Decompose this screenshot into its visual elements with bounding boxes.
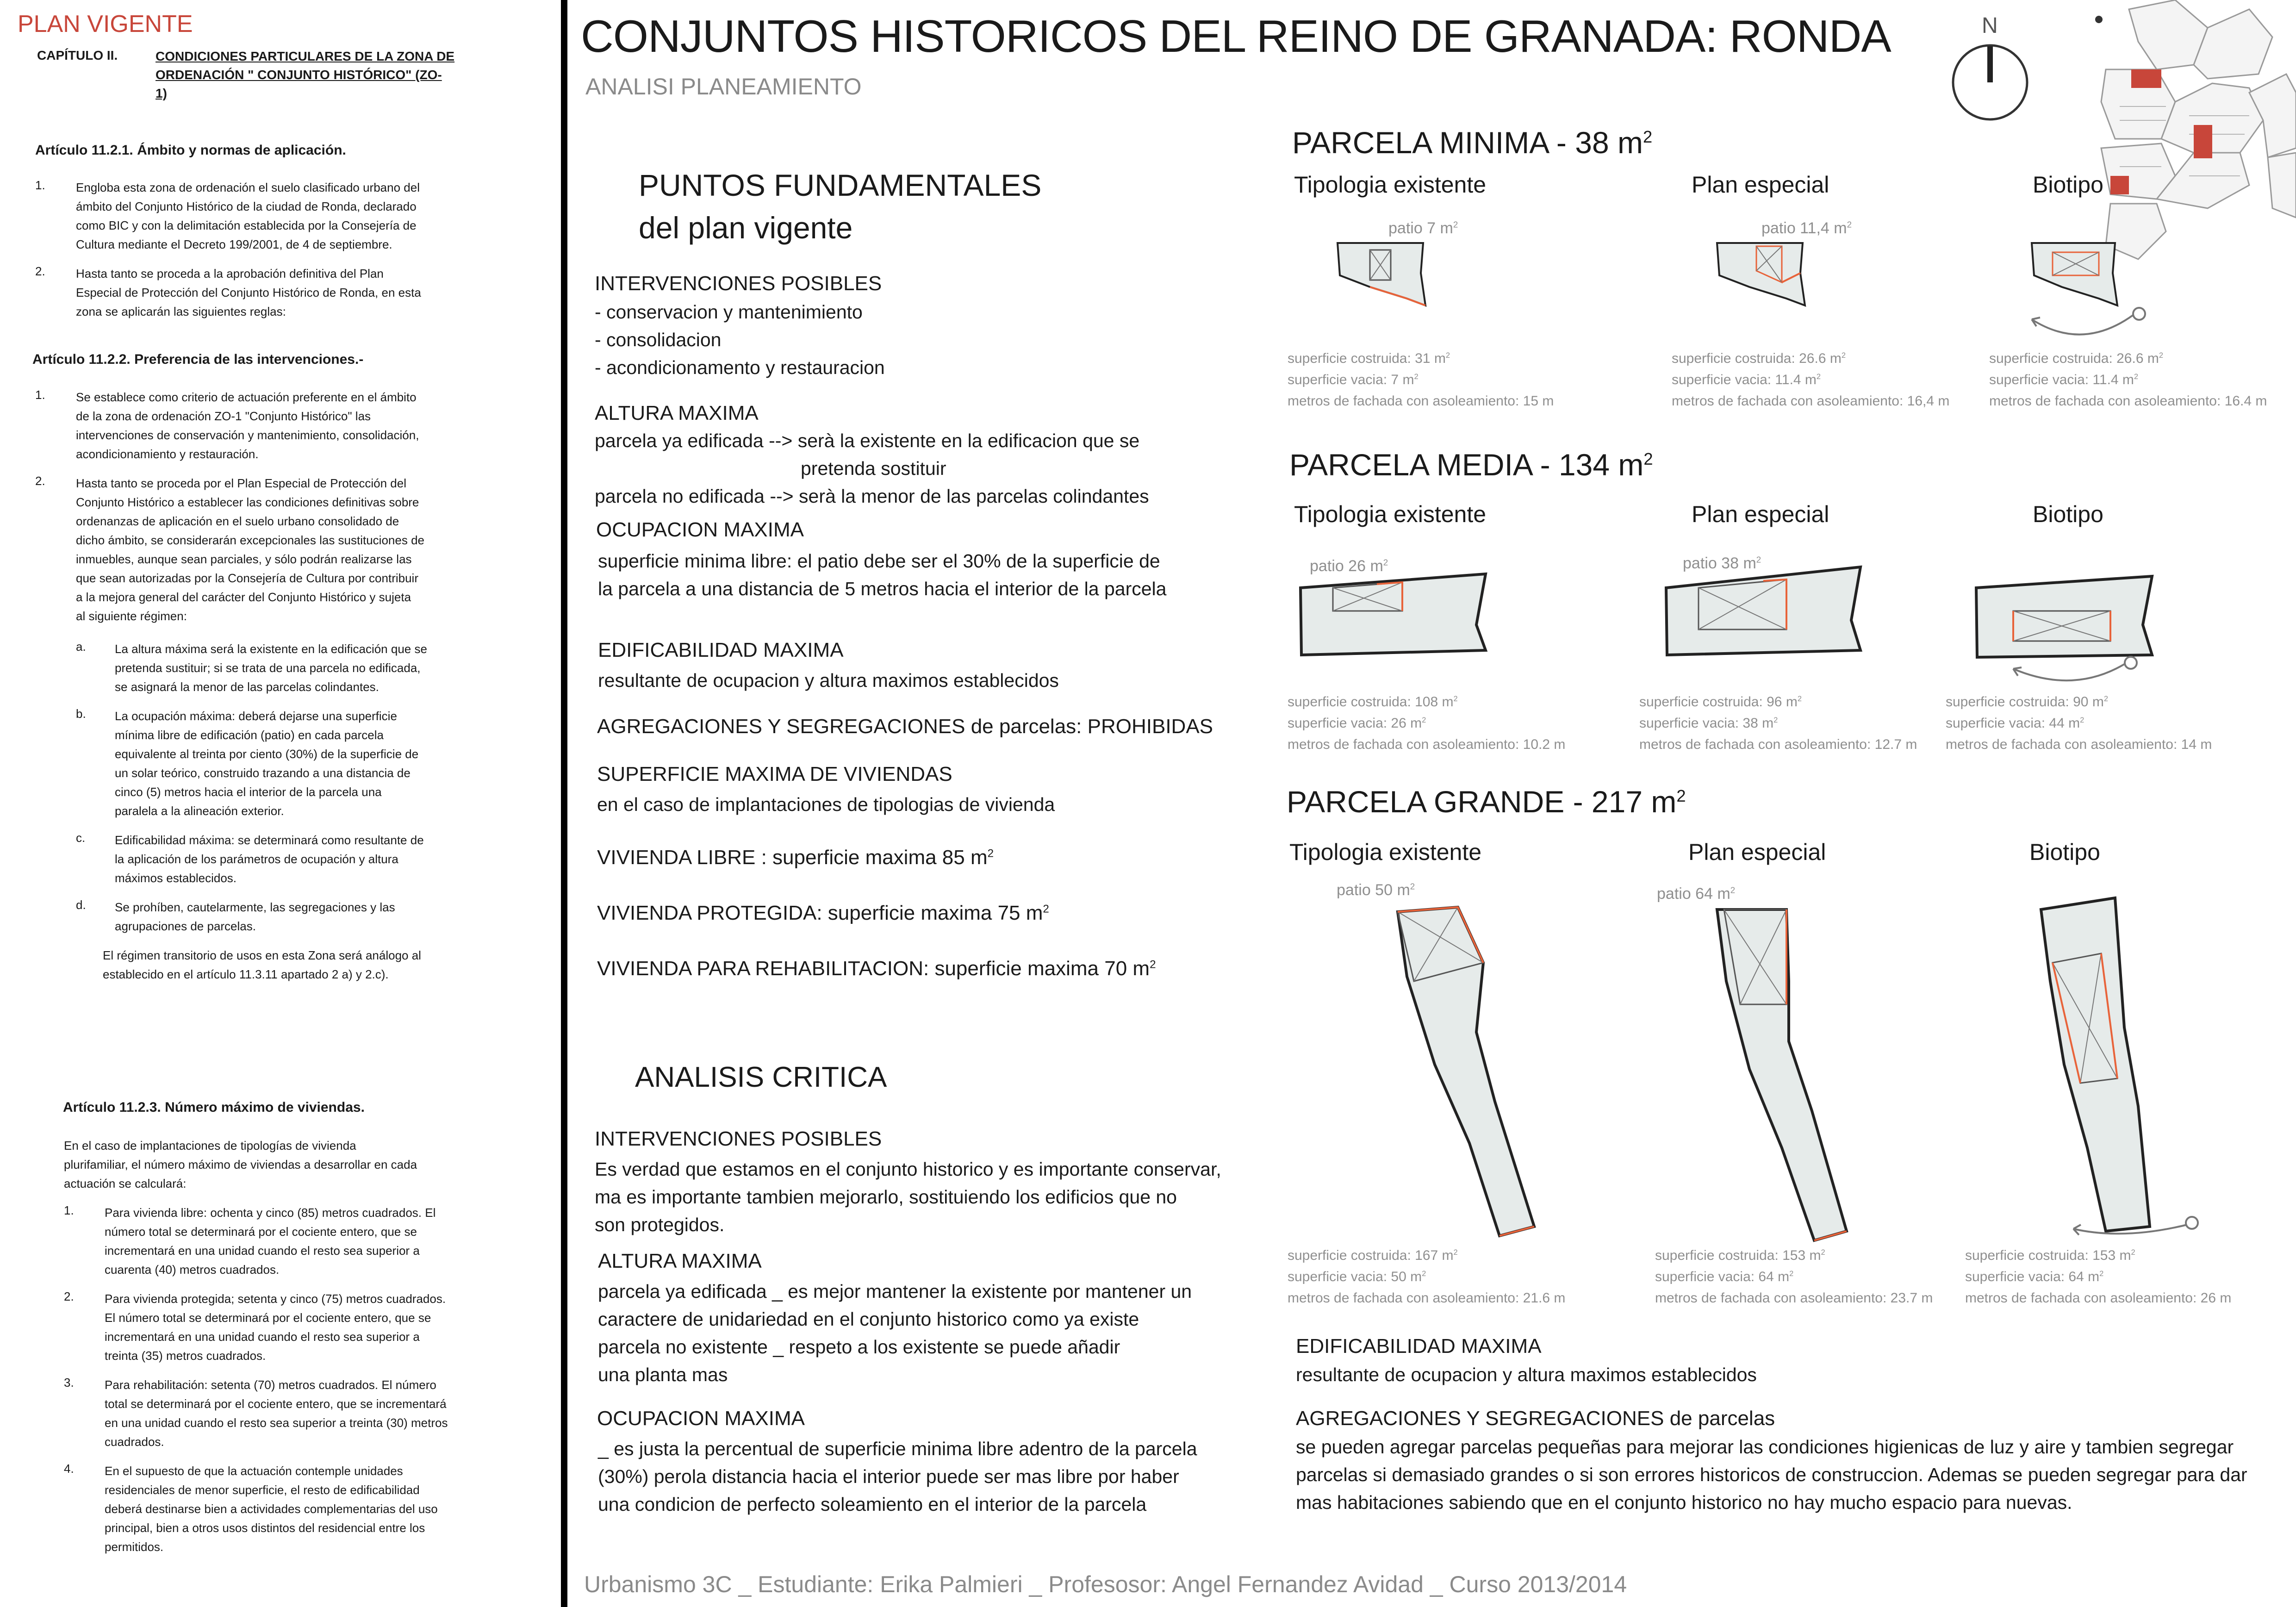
article-item-text: Se prohíben, cautelarmente, las segregaciones y las agrupaciones de parcelas. bbox=[115, 900, 395, 933]
puntos-altura-text: parcela ya edificada --> serà la existente en la edificacion que se pretenda sostituir parcela no edificada --> serà la menor de las parcelas colindantes bbox=[595, 430, 1149, 507]
article-item bbox=[35, 640, 500, 697]
grande-existente-parcel-icon bbox=[1388, 884, 1541, 1236]
grande-patio-existente: patio 50 $m^2$ bbox=[1337, 881, 1415, 899]
grande-biotipo-stats: superficie costruida: 153 $m^2$ superficie vacia: 64 $m^2$ metros de fachada con asoleamiento: 26 m bbox=[1965, 1248, 2232, 1306]
media-plan-stats: superficie costruida: 96 $m^2$ superficie vacia: 38 $m^2$ metros de fachada con asoleamiento: 12.7 m bbox=[1639, 694, 1917, 752]
media-col-existente: Tipologia existente bbox=[1294, 501, 1487, 527]
article-item-text: Para rehabilitación: setenta (70) metros cuadrados. El número total se determinará por el cociente entero, que se incrementará en una unidad cuando el resto sea superior a treinta (30) metros cuadrados. bbox=[105, 1378, 448, 1449]
article-11-2-1-heading: Artículo 11.2.1. Ámbito y normas de aplicación. bbox=[35, 143, 346, 158]
puntos-agregaciones-text: AGREGACIONES Y SEGREGACIONES de parcelas: PROHIBIDAS bbox=[597, 715, 1213, 738]
article-item-number: 1. bbox=[64, 1203, 74, 1217]
minima-col-plan: Plan especial bbox=[1692, 172, 1829, 198]
article-item-text: Hasta tanto se proceda a la aprobación definitiva del Plan Especial de Protección del Conjunto Histórico de Ronda, en esta zona se aplicarán las siguientes reglas: bbox=[76, 267, 421, 318]
vivienda-protegida-text: VIVIENDA PROTEGIDA: superficie maxima 75 $m^2$ bbox=[597, 902, 1049, 924]
critica-agregaciones-title: AGREGACIONES Y SEGREGACIONES de parcelas bbox=[1296, 1407, 1775, 1430]
article-item-number: d. bbox=[76, 898, 86, 912]
puntos-subheading: del plan vigente bbox=[639, 211, 853, 245]
article-item bbox=[35, 178, 500, 254]
critica-ocupacion-text: _ es justa la percentual de superficie minima libre adentro de la parcela (30%) perola distancia hacia el interior puede ser mas libre por haber una condicion de perfecto soleamiento en el interior de la parcela bbox=[598, 1438, 1197, 1515]
article-item-number: 2. bbox=[35, 474, 45, 488]
vivienda-rehabilitacion-text: VIVIENDA PARA REHABILITACION: superficie maxima 70 $m^2$ bbox=[597, 957, 1156, 980]
puntos-intervenciones-list: - conservacion y mantenimiento - consolidacion - acondicionamento y restauracion bbox=[595, 301, 885, 378]
minima-biotipo-parcel-icon bbox=[2022, 231, 2143, 338]
puntos-ocupacion-text: superficie minima libre: el patio debe ser el 30% de la superficie de la parcela a una distancia de 5 metros hacia el interior de la parcela bbox=[598, 550, 1167, 599]
article-item bbox=[35, 388, 500, 464]
media-biotipo-parcel-icon bbox=[1967, 560, 2161, 699]
article-item-text: Para vivienda protegida; setenta y cinco (75) metros cuadrados. El número total se determinará por el cociente entero, que se incrementará en una unidad cuando el resto sea superior a treinta (35) metros cuadrados. bbox=[105, 1292, 446, 1363]
minima-patio-plan: patio 11,4 $m^2$ bbox=[1761, 219, 1852, 237]
article-item-number: c. bbox=[76, 831, 86, 845]
footer-credits: Urbanismo 3C _ Estudiante: Erika Palmieri _ Profesosor: Angel Fernandez Avidad _ Curso 2013/2014 bbox=[584, 1571, 1627, 1597]
article-item bbox=[35, 707, 500, 821]
parcela-media-title: PARCELA MEDIA - 134 $m^2$ bbox=[1289, 448, 1653, 482]
critica-altura-title: ALTURA MAXIMA bbox=[598, 1250, 762, 1272]
article-item bbox=[64, 1203, 515, 1279]
article-item-number: a. bbox=[76, 640, 86, 654]
critica-agregaciones-text: se pueden agregar parcelas pequeñas para mejorar las condiciones higienicas de luz y aire y tambien segregar parcelas si demasiado grandes o si son errores historicos de construccion. Ademas se pueden segregar para dar mas habitaciones sabiendo que en el conjunto historico no hay mucho espacio para nuevas. bbox=[1296, 1436, 2247, 1513]
chapter-label: CAPÍTULO II. bbox=[37, 48, 118, 62]
puntos-heading: PUNTOS FUNDAMENTALES bbox=[639, 168, 1042, 202]
grande-col-plan: Plan especial bbox=[1688, 839, 1826, 865]
article-item-number: 1. bbox=[35, 178, 45, 192]
article-item bbox=[35, 264, 500, 321]
article-11-2-3-heading: Artículo 11.2.3. Número máximo de viviendas. bbox=[63, 1100, 365, 1115]
article-item bbox=[64, 1289, 515, 1365]
vertical-divider bbox=[561, 0, 567, 1607]
minima-col-biotipo: Biotipo bbox=[2033, 172, 2103, 198]
puntos-edificabilidad-text: resultante de ocupacion y altura maximos establecidos bbox=[598, 670, 1059, 691]
puntos-intervenciones-title: INTERVENCIONES POSIBLES bbox=[595, 272, 882, 295]
grande-col-existente: Tipologia existente bbox=[1289, 839, 1482, 865]
minima-patio-existente: patio 7 $m^2$ bbox=[1388, 219, 1458, 237]
article-item-number: 2. bbox=[35, 264, 45, 278]
grande-plan-parcel-icon bbox=[1708, 889, 1865, 1240]
article-item-text: Engloba esta zona de ordenación el suelo clasificado urbano del ámbito del Conjunto Histórico de la ciudad de Ronda, declarado como BIC y con la delimitación establecida por la Consejería de Cultura mediante el Decreto 199/2001, de 4 de septiembre. bbox=[76, 181, 420, 251]
media-existente-stats: superficie costruida: 108 $m^2$ superficie vacia: 26 $m^2$ metros de fachada con asoleamiento: 10.2 m bbox=[1288, 694, 1566, 752]
plan-vigente-title: PLAN VIGENTE bbox=[18, 11, 193, 37]
minima-plan-parcel-icon bbox=[1712, 231, 1814, 315]
article-item-number: b. bbox=[76, 707, 86, 721]
media-patio-existente: patio 26 $m^2$ bbox=[1310, 557, 1388, 575]
article-item-text: La altura máxima será la existente en la edificación que se pretenda sustituir; si se trata de una parcela no edificada, se asignará la menor de las parcelas colindantes. bbox=[115, 642, 427, 694]
article-item bbox=[35, 474, 500, 626]
north-arrow-icon bbox=[1948, 41, 2032, 124]
grande-col-biotipo: Biotipo bbox=[2029, 839, 2100, 865]
minima-col-existente: Tipologia existente bbox=[1294, 172, 1487, 198]
puntos-ocupacion-title: OCUPACION MAXIMA bbox=[596, 518, 804, 541]
article-11-2-2-heading: Artículo 11.2.2. Preferencia de las intervenciones.- bbox=[32, 352, 364, 367]
article-11-2-1-body bbox=[35, 178, 500, 331]
north-label: N bbox=[1982, 13, 1998, 38]
article-item-number: 3. bbox=[64, 1376, 74, 1389]
article-item bbox=[64, 1376, 515, 1451]
media-plan-parcel-icon bbox=[1657, 560, 1870, 666]
article-item-number: 4. bbox=[64, 1462, 74, 1476]
article-11-2-3-body bbox=[64, 1136, 515, 1567]
article-item bbox=[35, 831, 500, 888]
media-col-biotipo: Biotipo bbox=[2033, 501, 2103, 527]
article-item-text: Edificabilidad máxima: se determinará como resultante de la aplicación de los parámetros de ocupación y altura máximos establecidos. bbox=[115, 833, 424, 885]
minima-plan-stats: superficie costruida: 26.6 $m^2$ superficie vacia: 11.4 $m^2$ metros de fachada con asoleamiento: 16,4 m bbox=[1672, 351, 1950, 409]
article-11-2-2-body bbox=[35, 388, 500, 994]
media-biotipo-stats: superficie costruida: 90 $m^2$ superficie vacia: 44 $m^2$ metros de fachada con asoleamiento: 14 m bbox=[1946, 694, 2212, 752]
critica-heading: ANALISIS CRITICA bbox=[635, 1061, 887, 1093]
article-paragraph: En el caso de implantaciones de tipologías de vivienda plurifamiliar, el número máximo de viviendas a desarrollar en cada actuación se calculará: bbox=[64, 1139, 417, 1190]
critica-ocupacion-title: OCUPACION MAXIMA bbox=[597, 1407, 805, 1430]
article-item-text: En el supuesto de que la actuación contemple unidades residenciales de menor superficie, el resto de edificabilidad deberá destinarse bien a actividades complementarias del uso principal, bien a otros usos distintos del residencial entre los permitidos. bbox=[105, 1464, 438, 1554]
article-item-text: Para vivienda libre: ochenta y cinco (85) metros cuadrados. El número total se determinará por el cociente entero, que se incrementará en una unidad cuando el resto sea superior a cuarenta (40) metros cuadrados. bbox=[105, 1206, 436, 1277]
parcela-minima-title: PARCELA MINIMA - 38 $m^2$ bbox=[1292, 125, 1653, 160]
article-item-text: Se establece como criterio de actuación preferente en el ámbito de la zona de ordenación ZO-1 "Conjunto Histórico" las intervenciones de conservación y mantenimiento, consolidación, acondicionamiento y restauración. bbox=[76, 390, 419, 461]
page-title: CONJUNTOS HISTORICOS DEL REINO DE GRANADA: RONDA bbox=[581, 11, 1891, 62]
puntos-altura-title: ALTURA MAXIMA bbox=[595, 402, 759, 424]
critica-intervenciones-title: INTERVENCIONES POSIBLES bbox=[595, 1127, 882, 1150]
grande-plan-stats: superficie costruida: 153 $m^2$ superficie vacia: 64 $m^2$ metros de fachada con asoleamiento: 23.7 m bbox=[1655, 1248, 1933, 1306]
critica-altura-text: parcela ya edificada _ es mejor mantener la existente por mantener un caractere de unidariedad en el conjunto historico como ya existe parcela no existente _ respeto a los existente se puede añadir una planta mas bbox=[598, 1281, 1192, 1385]
minima-existente-stats: superficie costruida: 31 $m^2$ superficie vacia: 7 $m^2$ metros de fachada con asoleamiento: 15 m bbox=[1288, 351, 1554, 409]
grande-biotipo-parcel-icon bbox=[2032, 889, 2198, 1259]
minima-biotipo-stats: superficie costruida: 26.6 $m^2$ superficie vacia: 11.4 $m^2$ metros de fachada con asoleamiento: 16.4 m bbox=[1989, 351, 2267, 409]
article-item-text: La ocupación máxima: deberá dejarse una superficie mínima libre de edificación (patio) en cada parcela equivalente al treinta por ciento (30%) de la superficie de un solar teórico, construido trazando a una distancia de cinco (5) metros hacia el interior de la parcela una paralela a la alineación exterior. bbox=[115, 709, 419, 818]
article-item bbox=[35, 898, 500, 936]
article-subitems bbox=[35, 640, 500, 936]
article-item bbox=[64, 1462, 515, 1557]
puntos-superficie-title: SUPERFICIE MAXIMA DE VIVIENDAS bbox=[597, 763, 952, 785]
media-existente-parcel-icon bbox=[1291, 560, 1495, 666]
media-col-plan: Plan especial bbox=[1692, 501, 1829, 527]
minima-existente-parcel-icon bbox=[1333, 231, 1435, 315]
parcela-grande-title: PARCELA GRANDE - 217 $m^2$ bbox=[1287, 785, 1686, 819]
critica-intervenciones-text: Es verdad que estamos en el conjunto historico y es importante conservar, ma es importante tambien mejorarlo, sostituiendo los edificios que no son protegidos. bbox=[595, 1159, 1221, 1235]
article-item-number: 2. bbox=[64, 1289, 74, 1303]
article-item-number: 1. bbox=[35, 388, 45, 402]
critica-edificabilidad-title: EDIFICABILIDAD MAXIMA bbox=[1296, 1335, 1542, 1358]
media-patio-plan: patio 38 $m^2$ bbox=[1683, 554, 1761, 572]
vivienda-libre-text: VIVIENDA LIBRE : superficie maxima 85 $m^2$ bbox=[597, 846, 994, 869]
plan-vigente-column bbox=[0, 0, 555, 1607]
article-item-text: Hasta tanto se proceda por el Plan Especial de Protección del Conjunto Histórico a establecer las condiciones definitivas sobre ordenanzas de aplicación en el suelo urbano consolidado de dicho ámbito, se considerarán excepcionales las sustituciones de inmuebles, aunque sean parciales, y sólo podrán realizarse las que sean autorizadas por la Consejería de Cultura por contribuir a la mejora general del carácter del Conjunto Histórico y sujeta al siguiente régimen: bbox=[76, 476, 424, 623]
puntos-edificabilidad-title: EDIFICABILIDAD MAXIMA bbox=[598, 639, 844, 661]
critica-edificabilidad-text: resultante de ocupacion y altura maximos establecidos bbox=[1296, 1364, 1757, 1385]
chapter-title: CONDICIONES PARTICULARES DE LA ZONA DE ORDENACIÓN " CONJUNTO HISTÓRICO" (ZO- 1) bbox=[156, 49, 455, 100]
puntos-superficie-text: en el caso de implantaciones de tipologias de vivienda bbox=[597, 794, 1055, 815]
article-paragraph: El régimen transitorio de usos en esta Zona será análogo al establecido en el artículo 11.3.11 apartado 2 a) y 2.c). bbox=[103, 948, 421, 981]
page-subtitle: ANALISI PLANEAMIENTO bbox=[585, 74, 862, 100]
grande-existente-stats: superficie costruida: 167 $m^2$ superficie vacia: 50 $m^2$ metros de fachada con asoleamiento: 21.6 m bbox=[1288, 1248, 1566, 1306]
grande-patio-plan: patio 64 $m^2$ bbox=[1657, 885, 1736, 903]
